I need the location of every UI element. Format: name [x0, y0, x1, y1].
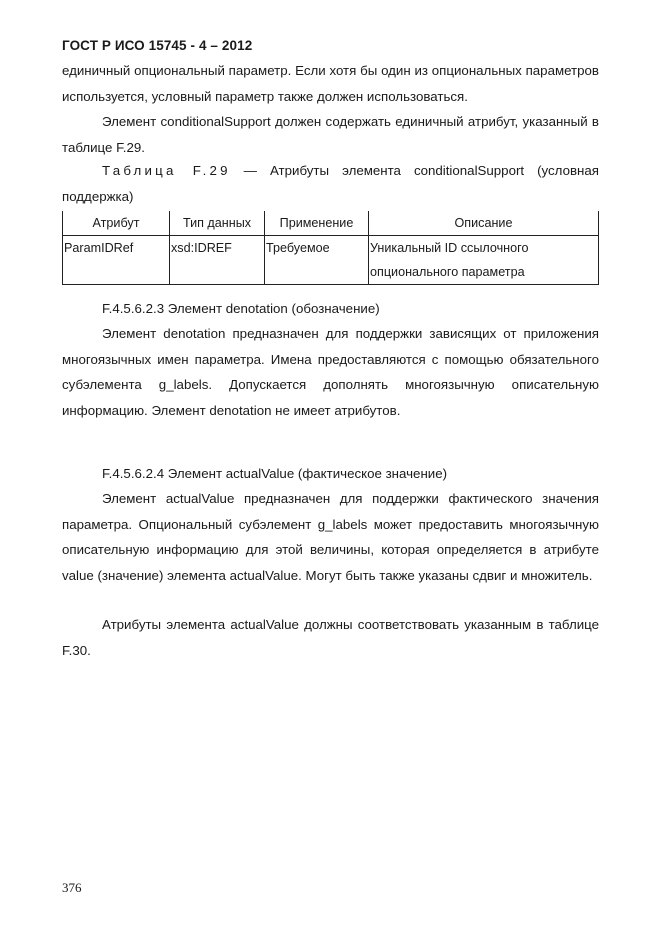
cell-description: Уникальный ID ссылочного опционального параметра [369, 236, 599, 285]
section-heading-denotation: F.4.5.6.2.3 Элемент denotation (обозначение) [102, 301, 380, 316]
table-header-description: Описание [369, 211, 599, 236]
table-header-usage: Применение [265, 211, 369, 236]
paragraph-conditional-support: Элемент conditionalSupport должен содержать единичный атрибут, указанный в таблице F.29. [62, 114, 599, 155]
table-caption [62, 158, 599, 209]
table-header-attribute: Атрибут [63, 211, 170, 236]
table-row [63, 236, 599, 285]
page-number: 376 [62, 880, 82, 895]
document-header: ГОСТ Р ИСО 15745 - 4 – 2012 [62, 38, 253, 53]
cell-usage: Требуемое [265, 236, 369, 285]
section-heading-actual-value: F.4.5.6.2.4 Элемент actualValue (фактическое значение) [102, 466, 448, 481]
paragraph-intro: единичный опциональный параметр. Если хотя бы один из опциональных параметров используется, условный параметр также должен использоваться. [62, 63, 599, 104]
table-header-type: Тип данных [170, 211, 265, 236]
attributes-table [62, 211, 599, 285]
table-caption-label: Таблица F.29 [102, 163, 231, 178]
paragraph-actual-value-attributes: Атрибуты элемента actualValue должны соответствовать указанным в таблице F.30. [62, 617, 599, 658]
cell-type: xsd:IDREF [170, 236, 265, 285]
paragraph-actual-value: Элемент actualValue предназначен для поддержки фактического значения параметра. Опциональный субэлемент g_labels может предоставить многоязычную описательную информацию для этой величины, которая определяется в атрибуте value (значение) элемента actualValue. Могут быть также указаны сдвиг и множитель. [62, 491, 599, 583]
table-caption-text: — Атрибуты элемента conditionalSupport (условная поддержка) [62, 163, 599, 204]
cell-attribute: ParamIDRef [63, 236, 170, 285]
paragraph-denotation: Элемент denotation предназначен для поддержки зависящих от приложения многоязычных имен параметра. Имена предоставляются с помощью обязательного субэлемента g_labels. Допускается дополнять многоязычную описательную информацию. Элемент denotation не имеет атрибутов. [62, 326, 599, 418]
table-header-row [63, 211, 599, 236]
